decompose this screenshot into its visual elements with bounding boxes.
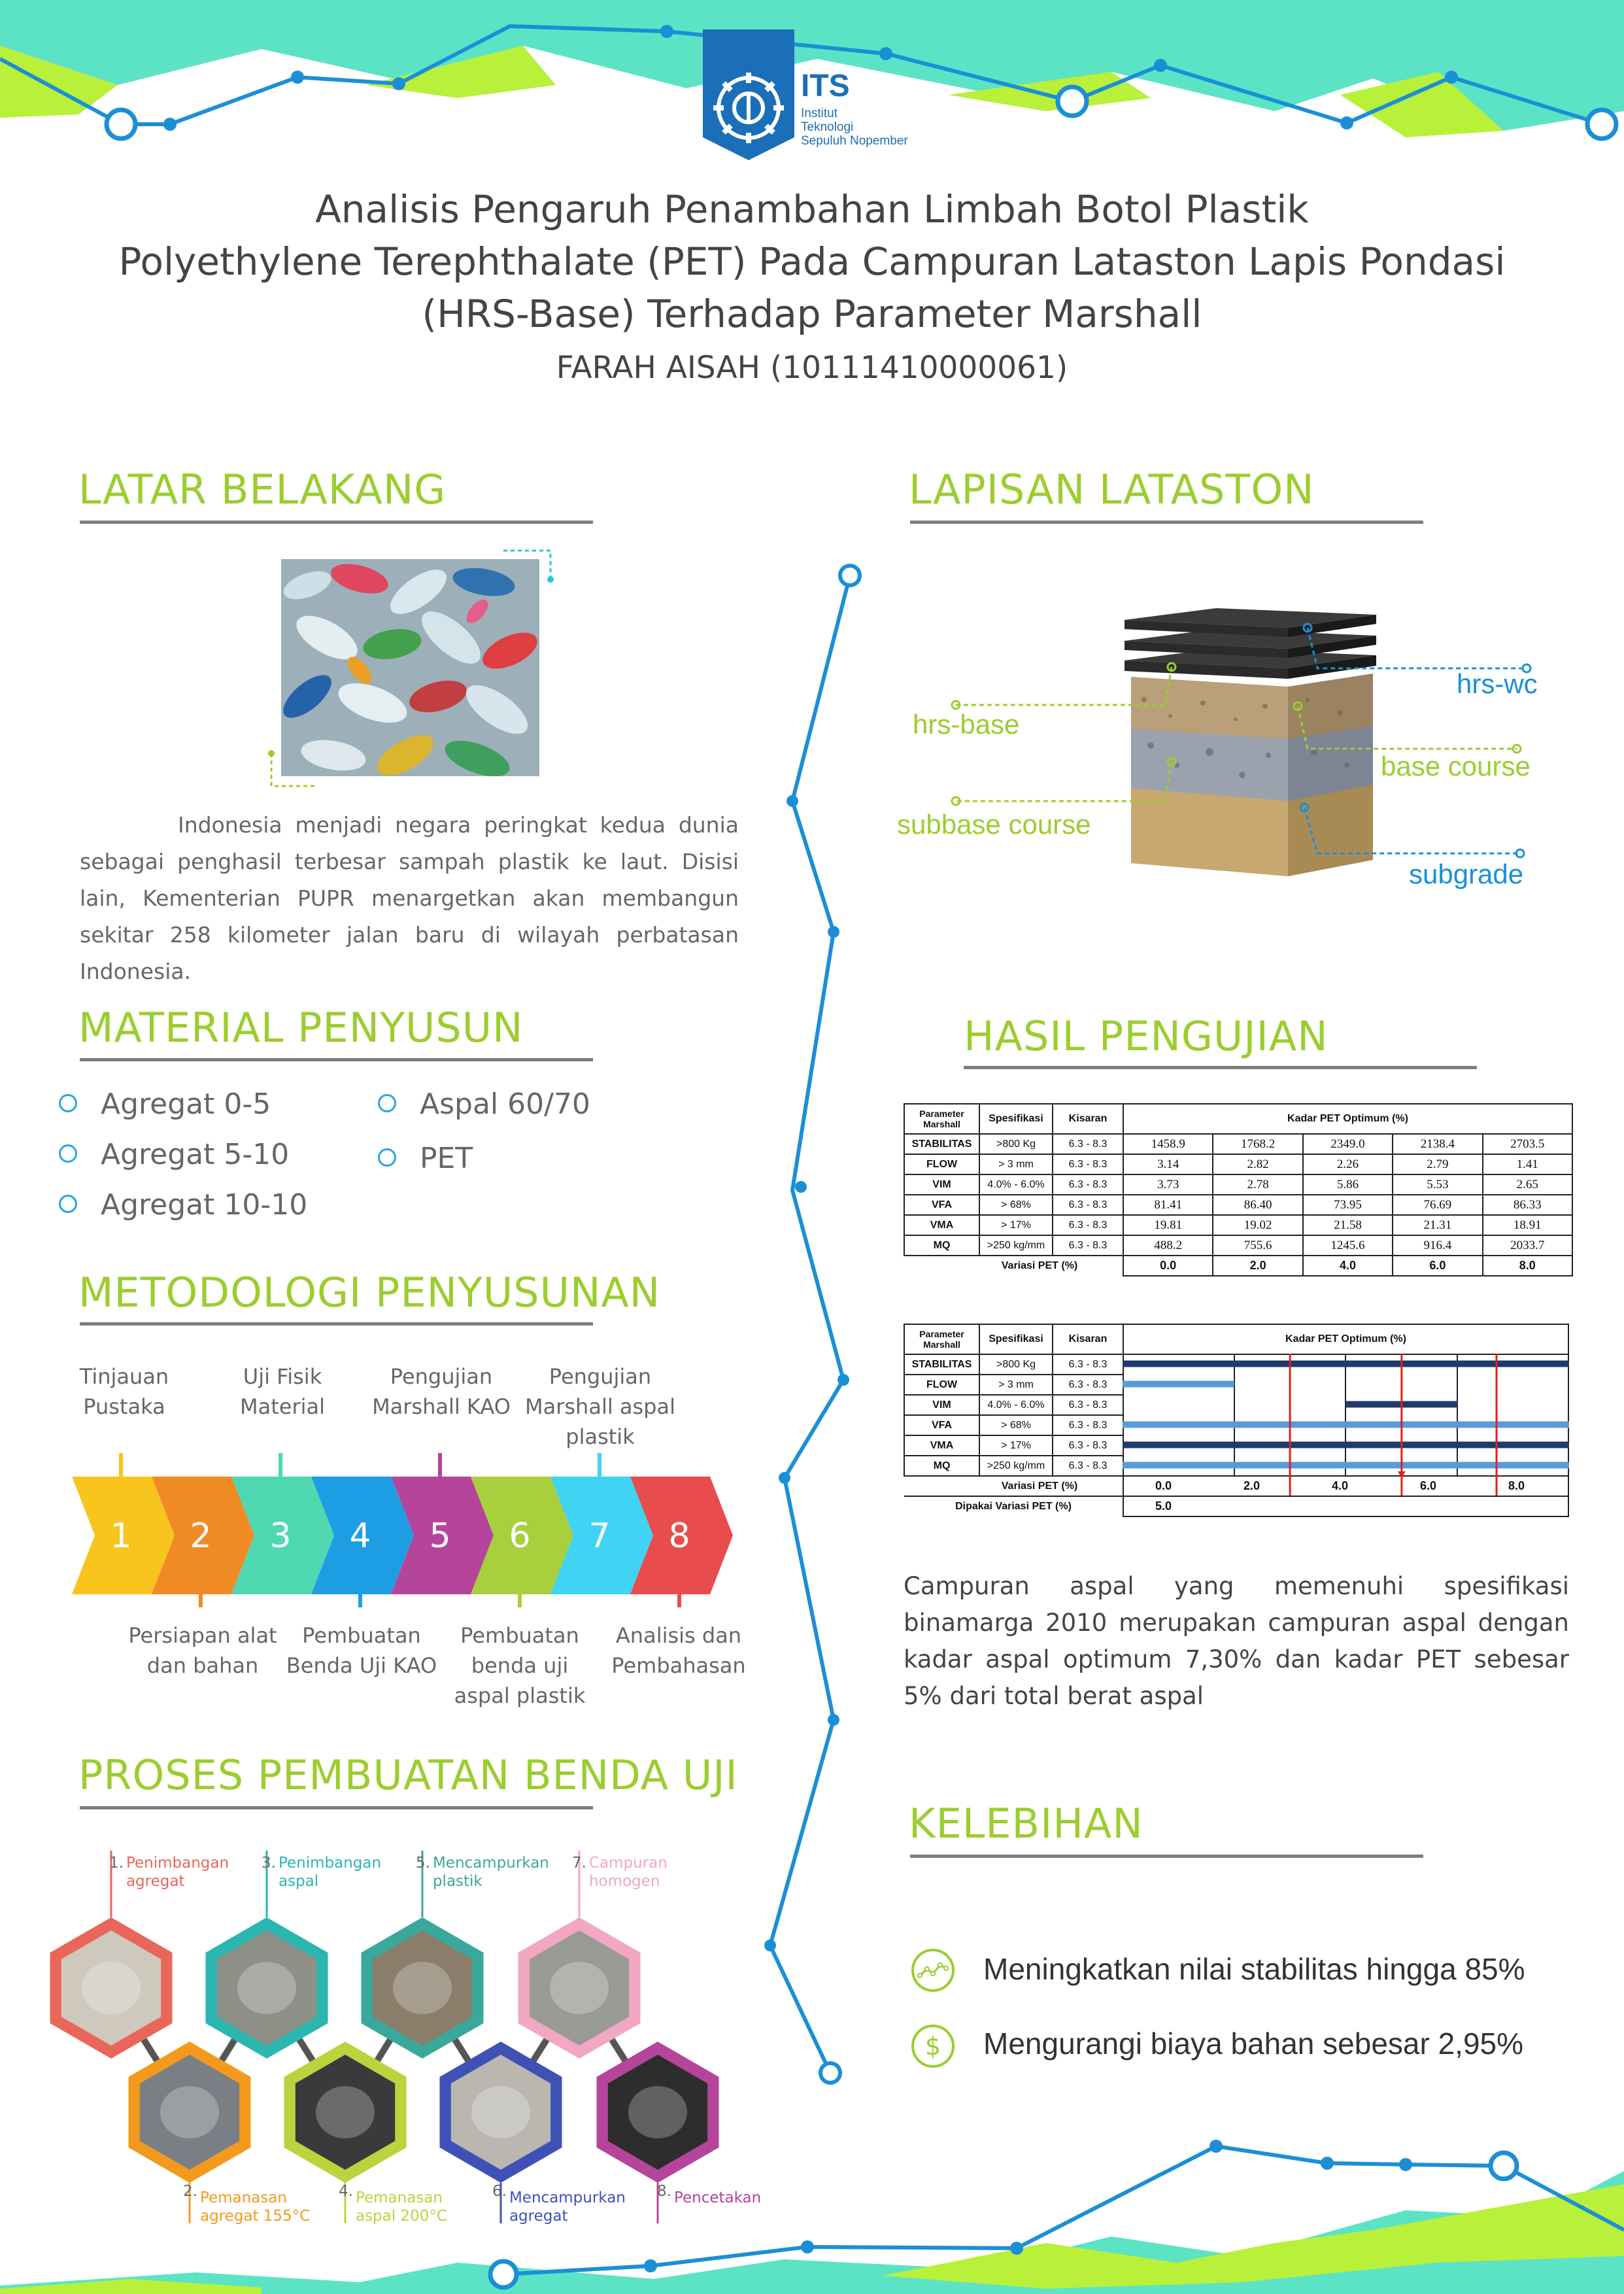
process-step-stem <box>119 1453 123 1479</box>
proses-label-3: 3. Penimbangan aspal <box>262 1855 382 1890</box>
process-step-number: 7 <box>588 1516 611 1556</box>
its-logo <box>703 29 925 160</box>
range-cell <box>1457 1415 1568 1435</box>
variasi-tick-label: 8.0 <box>1508 1479 1525 1492</box>
step-top-label-3: Uji Fisik Material <box>240 1364 325 1419</box>
range-cell <box>1234 1354 1345 1375</box>
table-cell: 2.78 <box>1213 1174 1302 1195</box>
bullet-ring-icon <box>59 1094 77 1112</box>
table-cell: 76.69 <box>1393 1195 1482 1215</box>
table-cell: >250 kg/mm <box>979 1235 1053 1256</box>
variasi-label: Variasi PET (%) <box>904 1476 1123 1496</box>
table-row <box>904 1154 1572 1174</box>
table-cell: 1.41 <box>1483 1154 1572 1174</box>
table-cell: 6.3 - 8.3 <box>1053 1435 1123 1456</box>
table-cell: > 3 mm <box>979 1154 1053 1174</box>
range-cell <box>1123 1395 1234 1415</box>
range-cell <box>1457 1354 1568 1375</box>
table-cell: 6.3 - 8.3 <box>1053 1174 1123 1195</box>
svg-text:$: $ <box>924 2032 941 2061</box>
table-cell: 86.33 <box>1483 1195 1572 1215</box>
its-line2: Teknologi <box>801 120 854 134</box>
col-header-range: Kisaran <box>1053 1104 1123 1134</box>
proses-label-5: 5. Mencampurkan plastik <box>416 1855 549 1890</box>
range-cell <box>1345 1435 1457 1456</box>
table-cell: 4.0% - 6.0% <box>979 1395 1053 1415</box>
chart-line-icon <box>910 1947 956 1993</box>
variasi-cell: 6.0 <box>1393 1256 1482 1276</box>
table-cell: 2138.4 <box>1393 1134 1482 1154</box>
dipakai-label: Dipakai Variasi PET (%) <box>904 1496 1123 1516</box>
step-top-label-5: Pengujian Marshall KAO <box>372 1364 511 1419</box>
col-header-param: Parameter Marshall <box>904 1324 979 1354</box>
col-header-kadar: Kadar PET Optimum (%) <box>1123 1104 1572 1134</box>
step-top-label-1: Tinjauan Pustaka <box>79 1364 169 1419</box>
process-step-number: 2 <box>190 1516 212 1556</box>
variasi-tick-label: 0.0 <box>1155 1479 1172 1492</box>
table-cell: > 3 mm <box>979 1375 1053 1395</box>
proses-label-7: 7. Campuran homogen <box>572 1855 668 1890</box>
table-cell: 6.3 - 8.3 <box>1053 1456 1123 1476</box>
label-subbase-course: subbase course <box>897 809 1091 840</box>
table-cell: VFA <box>904 1195 979 1215</box>
title-line-1: Analisis Pengaruh Penambahan Limbah Botol Plastik <box>315 187 1309 231</box>
hasil-heading: HASIL PENGUJIAN <box>964 1012 1328 1060</box>
proses-heading: PROSES PEMBUATAN BENDA UJI <box>78 1751 738 1799</box>
col-header-param: Parameter Marshall <box>904 1104 979 1134</box>
table-cell: > 68% <box>979 1415 1053 1435</box>
table-cell: 4.0% - 6.0% <box>979 1174 1053 1195</box>
table-cell: 73.95 <box>1303 1195 1393 1215</box>
kelebihan-item-2: Mengurangi biaya bahan sebesar 2,95% <box>983 2027 1524 2061</box>
its-line3: Sepuluh Nopember <box>801 134 908 148</box>
table-cell: VIM <box>904 1174 979 1195</box>
table-cell: >800 Kg <box>979 1354 1053 1375</box>
variasi-cell: 4.0 <box>1303 1256 1393 1276</box>
range-cell <box>1345 1415 1457 1435</box>
table-row <box>904 1215 1572 1235</box>
proses-label-2: 2. Pemanasan agregat 155°C <box>183 2183 311 2225</box>
range-cell <box>1345 1354 1457 1375</box>
latar-heading: LATAR BELAKANG <box>78 466 447 513</box>
table-cell: 2349.0 <box>1303 1134 1393 1154</box>
range-cell <box>1123 1435 1234 1456</box>
variasi-label: Variasi PET (%) <box>904 1256 1123 1276</box>
table-row <box>904 1415 1568 1435</box>
variasi-cell: 2.0 <box>1213 1256 1302 1276</box>
table-cell: 5.86 <box>1303 1174 1393 1195</box>
process-step-number: 4 <box>349 1516 371 1556</box>
table-cell: 755.6 <box>1213 1235 1302 1256</box>
table-cell: 2.26 <box>1303 1154 1393 1174</box>
its-wordmark: ITS <box>801 69 850 103</box>
process-step-stem <box>518 1592 522 1607</box>
material-heading: MATERIAL PENYUSUN <box>78 1004 524 1052</box>
table-cell: VMA <box>904 1215 979 1235</box>
variasi-tick-label: 6.0 <box>1420 1479 1437 1492</box>
table-cell: STABILITAS <box>904 1134 979 1154</box>
table-cell: 19.81 <box>1123 1215 1213 1235</box>
table-cell: 6.3 - 8.3 <box>1053 1134 1123 1154</box>
material-item-2: Agregat 5-10 <box>59 1138 289 1171</box>
dollar-icon <box>910 2023 956 2069</box>
process-step-number: 8 <box>668 1516 690 1556</box>
table-cell: > 17% <box>979 1435 1053 1456</box>
table-cell: VMA <box>904 1435 979 1456</box>
table-cell: 3.14 <box>1123 1154 1213 1174</box>
table-cell: > 17% <box>979 1215 1053 1235</box>
table-cell: VIM <box>904 1395 979 1415</box>
table-cell: 2.65 <box>1483 1174 1572 1195</box>
table-row <box>904 1354 1568 1375</box>
process-step-number: 5 <box>429 1516 451 1556</box>
process-step-stem <box>438 1453 442 1479</box>
process-arrow-chain <box>72 1450 739 1607</box>
table-cell: 6.3 - 8.3 <box>1053 1354 1123 1375</box>
table-row <box>904 1235 1572 1256</box>
table-row <box>904 1435 1568 1456</box>
hasil-conclusion: Campuran aspal yang memenuhi spesifikasi binamarga 2010 merupakan campuran aspal dengan kadar aspal optimum 7,30% dan kadar PET sebesar 5% dari total berat aspal <box>904 1572 1569 1710</box>
kelebihan-item-1: Meningkatkan nilai stabilitas hingga 85% <box>983 1952 1525 1986</box>
process-step-stem <box>279 1453 282 1479</box>
range-cell <box>1234 1415 1345 1435</box>
process-step-stem <box>358 1592 362 1607</box>
title-line-2: Polyethylene Terephthalate (PET) Pada Campuran Lataston Lapis Pondasi <box>118 239 1506 284</box>
variasi-axis <box>1123 1476 1568 1496</box>
range-cell <box>1123 1375 1234 1395</box>
table-cell: 6.3 - 8.3 <box>1053 1375 1123 1395</box>
table-cell: MQ <box>904 1235 979 1256</box>
table-cell: 2.79 <box>1393 1154 1482 1174</box>
range-cell <box>1123 1456 1234 1476</box>
table-row <box>904 1395 1568 1415</box>
table-cell: 2703.5 <box>1483 1134 1572 1154</box>
proses-label-4: 4. Pemanasan aspal 200°C <box>339 2183 447 2225</box>
col-header-range: Kisaran <box>1053 1324 1123 1354</box>
table-row <box>904 1375 1568 1395</box>
range-cell <box>1345 1395 1457 1415</box>
range-cell <box>1123 1415 1234 1435</box>
table-cell: 6.3 - 8.3 <box>1053 1235 1123 1256</box>
photo-corner-accent-top <box>502 545 554 585</box>
table-cell: 1458.9 <box>1123 1134 1213 1154</box>
center-timeline <box>752 549 870 2086</box>
photo-corner-accent-bottom <box>265 745 317 791</box>
lapisan-rule <box>910 521 1423 524</box>
latar-rule <box>80 521 593 524</box>
range-cell <box>1457 1375 1568 1395</box>
material-item-1: Agregat 0-5 <box>59 1087 271 1121</box>
table-cell: 21.58 <box>1303 1215 1393 1235</box>
step-bottom-label-4: Pembuatan Benda Uji KAO <box>286 1623 437 1678</box>
material-item-4: Aspal 60/70 <box>378 1087 590 1121</box>
col-header-kadar: Kadar PET Optimum (%) <box>1123 1324 1568 1354</box>
range-cell <box>1234 1456 1345 1476</box>
table-cell: 488.2 <box>1123 1235 1213 1256</box>
bullet-ring-icon <box>378 1148 396 1167</box>
label-hrs-wc: hrs-wc <box>1457 668 1538 699</box>
range-cell <box>1457 1456 1568 1476</box>
process-step-number: 6 <box>509 1516 531 1556</box>
table-cell: > 68% <box>979 1195 1053 1215</box>
table-cell: 81.41 <box>1123 1195 1213 1215</box>
table-cell: >250 kg/mm <box>979 1456 1053 1476</box>
table-cell: 18.91 <box>1483 1215 1572 1235</box>
variasi-tick-label: 2.0 <box>1243 1479 1260 1492</box>
results-table-values <box>904 1103 1573 1276</box>
step-bottom-label-8: Analisis dan Pembahasan <box>611 1623 746 1678</box>
table-cell: 916.4 <box>1393 1235 1482 1256</box>
process-step-number: 3 <box>269 1516 292 1556</box>
table-cell: 6.3 - 8.3 <box>1053 1395 1123 1415</box>
bullet-ring-icon <box>59 1195 77 1213</box>
process-step-stem <box>199 1592 203 1607</box>
material-item-5: PET <box>378 1142 473 1175</box>
plastic-bottles-photo <box>281 559 539 776</box>
table-cell: 6.3 - 8.3 <box>1053 1415 1123 1435</box>
table-row <box>904 1456 1568 1476</box>
process-step-stem <box>598 1453 601 1479</box>
kelebihan-heading: KELEBIHAN <box>909 1800 1143 1847</box>
results-table-ranges <box>904 1324 1569 1528</box>
table-row <box>904 1195 1572 1215</box>
range-cell <box>1457 1395 1568 1415</box>
proses-label-6: 6. Mencampurkan agregat <box>492 2183 626 2225</box>
table-cell: FLOW <box>904 1154 979 1174</box>
range-cell <box>1234 1435 1345 1456</box>
table-cell: 2033.7 <box>1483 1235 1572 1256</box>
step-bottom-label-2: Persiapan alat dan bahan <box>128 1623 277 1678</box>
label-subgrade: subgrade <box>1409 859 1524 889</box>
range-cell <box>1234 1375 1345 1395</box>
proses-rule <box>80 1806 593 1809</box>
metodologi-heading: METODOLOGI PENYUSUNAN <box>78 1269 661 1316</box>
metodologi-rule <box>80 1322 593 1326</box>
table-cell: 19.02 <box>1213 1215 1302 1235</box>
table-cell: FLOW <box>904 1375 979 1395</box>
table-cell: VFA <box>904 1415 979 1435</box>
range-cell <box>1123 1354 1234 1375</box>
lapisan-heading: LAPISAN LATASTON <box>909 466 1315 513</box>
table-cell: 21.31 <box>1393 1215 1482 1235</box>
variasi-cell: 8.0 <box>1483 1256 1572 1276</box>
variasi-tick-label: 4.0 <box>1332 1479 1349 1492</box>
title-line-3: (HRS-Base) Terhadap Parameter Marshall <box>422 292 1202 336</box>
bottom-decoration <box>0 2132 1624 2294</box>
its-line1: Institut <box>801 107 837 120</box>
range-cell <box>1457 1435 1568 1456</box>
table-cell: 1768.2 <box>1213 1134 1302 1154</box>
table-cell: 6.3 - 8.3 <box>1053 1154 1123 1174</box>
table-cell: 86.40 <box>1213 1195 1302 1215</box>
range-cell <box>1234 1395 1345 1415</box>
proses-label-1: 1. Penimbangan agregat <box>109 1855 229 1890</box>
table-cell: 1245.6 <box>1303 1235 1393 1256</box>
variasi-cell: 0.0 <box>1123 1256 1213 1276</box>
table-cell: STABILITAS <box>904 1354 979 1375</box>
bullet-ring-icon <box>378 1094 396 1112</box>
col-header-spec: Spesifikasi <box>979 1104 1053 1134</box>
hasil-rule <box>964 1066 1477 1069</box>
table-cell: 6.3 - 8.3 <box>1053 1195 1123 1215</box>
process-step-number: 1 <box>110 1516 132 1556</box>
process-step-stem <box>677 1592 681 1607</box>
col-header-spec: Spesifikasi <box>979 1324 1053 1354</box>
range-table-grid <box>904 1324 1569 1517</box>
material-rule <box>80 1058 593 1061</box>
author: FARAH AISAH (10111410000061) <box>556 350 1068 386</box>
table-cell: 6.3 - 8.3 <box>1053 1215 1123 1235</box>
table-cell: MQ <box>904 1456 979 1476</box>
table-cell: 5.53 <box>1393 1174 1482 1195</box>
table-cell: 3.73 <box>1123 1174 1213 1195</box>
latar-text: Indonesia menjadi negara peringkat kedua dunia sebagai penghasil terbesar sampah plastik ke laut. Disisi lain, Kementerian PUPR menargetkan akan membangun sekitar 258 kilometer jalan baru di wilayah perbatasan Indonesia. <box>80 812 739 984</box>
material-item-3: Agregat 10-10 <box>59 1188 307 1222</box>
table-cell: >800 Kg <box>979 1134 1053 1154</box>
step-bottom-label-6: Pembuatan benda uji aspal plastik <box>454 1623 586 1708</box>
table-row <box>904 1134 1572 1154</box>
range-cell <box>1345 1375 1457 1395</box>
step-top-label-7: Pengujian Marshall aspal plastik <box>525 1364 675 1449</box>
kelebihan-rule <box>910 1855 1423 1858</box>
label-hrs-base: hrs-base <box>913 709 1020 740</box>
bullet-ring-icon <box>59 1144 77 1163</box>
dipakai-value: 5.0 <box>1123 1496 1568 1516</box>
range-cell <box>1345 1456 1457 1476</box>
label-base-course: base course <box>1381 751 1531 781</box>
proses-label-8: 8. Pencetakan <box>657 2183 762 2206</box>
its-emblem-icon <box>703 29 794 160</box>
table-row <box>904 1174 1572 1195</box>
table-cell: 2.82 <box>1213 1154 1302 1174</box>
